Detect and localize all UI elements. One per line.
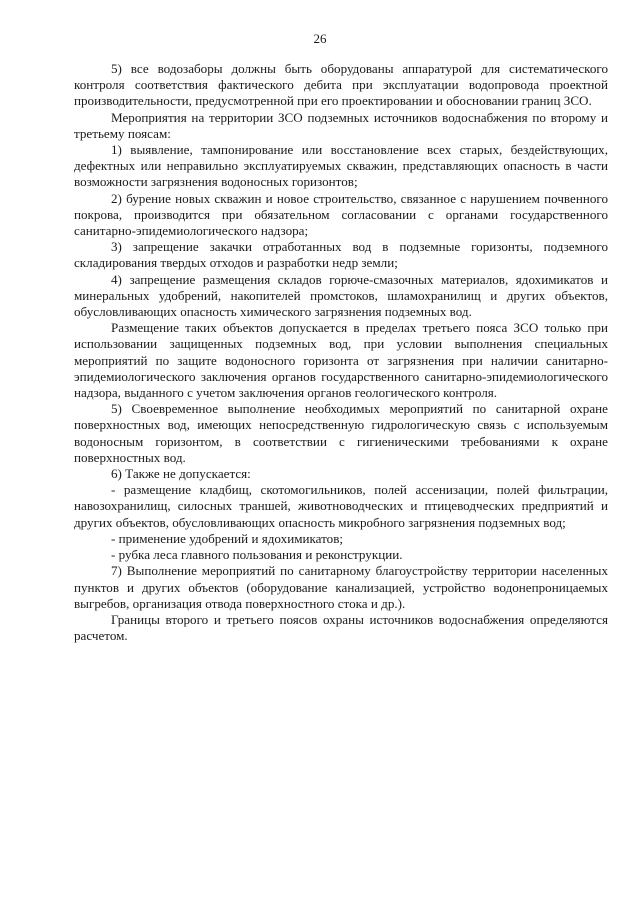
list-item-logging: - рубка леса главного пользования и реконструкции. (111, 547, 403, 563)
paragraph-item-1-wells: 1) выявление, тампонирование или восстановление всех старых, бездействующих, дефектных или неправильно эксплуатируемых скважин, представляющих опасность в части возможности загрязнения водоносных горизонтов; (74, 142, 608, 190)
paragraph-item-5-surface-water: 5) Своевременное выполнение необходимых мероприятий по санитарной охране поверхностных вод, имеющих непосредственную гидрологическую связь с используемым водоносным горизонтом, в соответствии с гигиеническими требованиями к охране поверхностных вод. (74, 401, 608, 465)
paragraph-item-6-not-allowed: 6) Также не допускается: (111, 466, 251, 482)
page-number: 26 (313, 31, 327, 46)
paragraph-item-3-injection-ban: 3) запрещение закачки отработанных вод в подземные горизонты, подземного складирования твердых отходов и разработки недр земли; (74, 239, 608, 271)
paragraph-placement-conditions: Размещение таких объектов допускается в пределах третьего пояса ЗСО только при использовании защищенных подземных вод, при условии выполнения специальных мероприятий по защите водоносного горизонта от загрязнения при наличии санитарно-эпидемиологического заключения органов государственного санитарно-эпидемиологического надзора, выданного с учетом заключения органов геологического контроля. (74, 320, 608, 401)
list-item-fertilizers: - применение удобрений и ядохимикатов; (111, 530, 344, 546)
paragraph-item-5-equipment: 5) все водозаборы должны быть оборудованы аппаратурой для систематического контроля соответствия фактического дебита при эксплуатации водопровода проектной производительности, предусмотренной при его проектировании и обосновании границ ЗСО. (74, 61, 608, 109)
paragraph-zones-measures-intro: Мероприятия на территории ЗСО подземных источников водоснабжения по второму и третьему поясам: (74, 109, 608, 141)
paragraph-item-2-drilling: 2) бурение новых скважин и новое строительство, связанное с нарушением почвенного покрова, производится при обязательном согласовании с органами государственного санитарно-эпидемиологического надзора; (74, 190, 608, 239)
document-body (74, 61, 608, 644)
paragraph-zone-boundaries: Границы второго и третьего поясов охраны источников водоснабжения определяются расчетом. (74, 611, 608, 644)
list-item-cemeteries: - размещение кладбищ, скотомогильников, полей ассенизации, полей фильтрации, навозохранилищ, силосных траншей, животноводческих и птицеводческих предприятий и других объектов, обусловливающих опасность микробного загрязнения подземных вод; (74, 482, 608, 530)
paragraph-item-7-sanitation: 7) Выполнение мероприятий по санитарному благоустройству территории населенных пунктов и других объектов (оборудование канализацией, устройство водонепроницаемых выгребов, организация отвода поверхностного стока и др.). (74, 563, 608, 611)
paragraph-item-4-storage-ban: 4) запрещение размещения складов горюче-смазочных материалов, ядохимикатов и минеральных удобрений, накопителей промстоков, шламохранилищ и других объектов, обусловливающих опасность химического загрязнения подземных вод. (74, 271, 608, 320)
